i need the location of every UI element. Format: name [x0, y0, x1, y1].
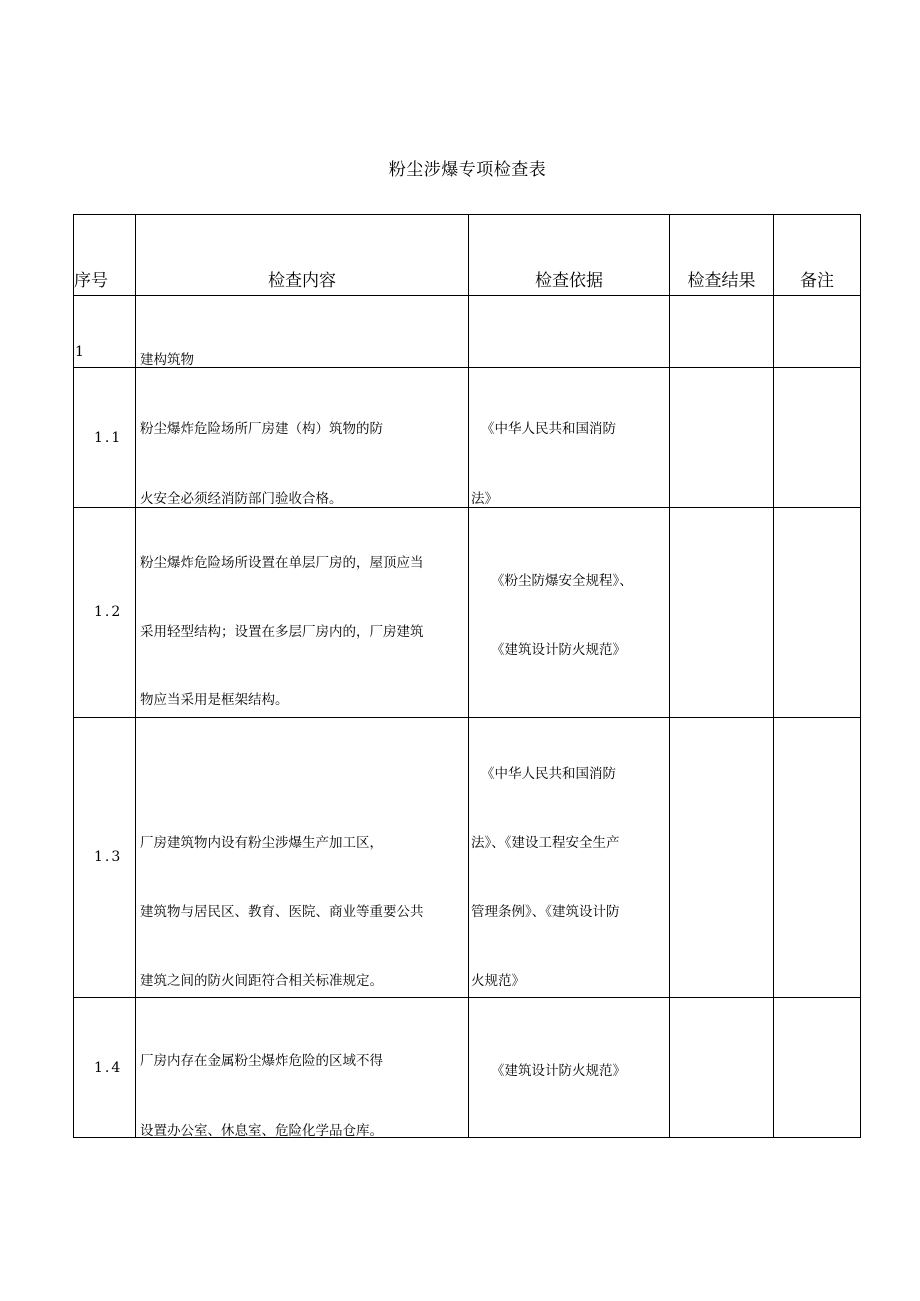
basis-line: 《中华人民共和国消防 [481, 421, 616, 437]
content-line: 建构筑物 [140, 352, 194, 368]
row-remark-cell [774, 296, 861, 368]
basis-line: 火规范》 [471, 973, 525, 989]
row-remark-cell [774, 718, 861, 998]
row-result-cell [670, 368, 774, 508]
basis-line: 《建筑设计防火规范》 [491, 642, 626, 658]
content-line: 粉尘爆炸危险场所设置在单层厂房的，屋顶应当 [140, 555, 424, 571]
table-row [74, 508, 861, 718]
header-result: 检查结果 [670, 215, 774, 296]
table-row [74, 718, 861, 998]
table-row [74, 368, 861, 508]
content-line: 建筑之间的防火间距符合相关标准规定。 [140, 973, 383, 989]
content-line: 厂房建筑物内设有粉尘涉爆生产加工区， [140, 835, 383, 851]
row-no-cell [74, 508, 136, 718]
row-remark-cell [774, 368, 861, 508]
content-line: 建筑物与居民区、教育、医院、商业等重要公共 [140, 904, 424, 920]
row-basis-cell [469, 368, 670, 508]
basis-line: 管理条例》、《建筑设计防 [471, 904, 620, 920]
row-no: 1.2 [94, 604, 123, 620]
row-no-cell [74, 998, 136, 1138]
row-basis-cell [469, 998, 670, 1138]
content-line: 设置办公室、休息室、危险化学品仓库。 [140, 1123, 383, 1139]
row-basis-cell [469, 718, 670, 998]
content-line: 采用轻型结构；设置在多层厂房内的，厂房建筑 [140, 624, 424, 640]
content-line: 物应当采用是框架结构。 [140, 692, 289, 708]
row-no: 1.3 [94, 849, 123, 865]
row-basis-cell [469, 508, 670, 718]
row-no: 1.4 [94, 1060, 123, 1076]
row-result-cell [670, 998, 774, 1138]
row-no-cell [74, 296, 136, 368]
row-result-cell [670, 508, 774, 718]
row-content-cell [136, 296, 469, 368]
table-row [74, 998, 861, 1138]
header-remark: 备注 [774, 215, 861, 296]
table-header-row [74, 215, 861, 296]
content-line: 粉尘爆炸危险场所厂房建（构）筑物的防 [140, 421, 383, 437]
header-no: 序号 [74, 215, 136, 296]
header-basis: 检查依据 [469, 215, 670, 296]
basis-line: 《中华人民共和国消防 [481, 766, 616, 782]
header-content: 检查内容 [136, 215, 469, 296]
row-remark-cell [774, 508, 861, 718]
basis-line: 法》 [471, 491, 498, 507]
table-row [74, 296, 861, 368]
row-remark-cell [774, 998, 861, 1138]
content-line: 厂房内存在金属粉尘爆炸危险的区域不得 [140, 1053, 383, 1069]
row-content-cell [136, 368, 469, 508]
inspection-table [73, 214, 861, 1138]
row-content-cell [136, 998, 469, 1138]
document-title: 粉尘涉爆专项检查表 [388, 160, 547, 180]
basis-line: 法》、《建设工程安全生产 [471, 835, 620, 851]
row-no: 1 [75, 344, 84, 360]
row-no-cell [74, 718, 136, 998]
row-result-cell [670, 296, 774, 368]
row-content-cell [136, 718, 469, 998]
row-result-cell [670, 718, 774, 998]
basis-line: 《粉尘防爆安全规程》、 [491, 573, 633, 589]
content-line: 火安全必须经消防部门验收合格。 [140, 491, 343, 507]
row-no-cell [74, 368, 136, 508]
row-basis-cell [469, 296, 670, 368]
basis-line: 《建筑设计防火规范》 [491, 1063, 626, 1079]
row-no: 1.1 [94, 430, 123, 446]
row-content-cell [136, 508, 469, 718]
